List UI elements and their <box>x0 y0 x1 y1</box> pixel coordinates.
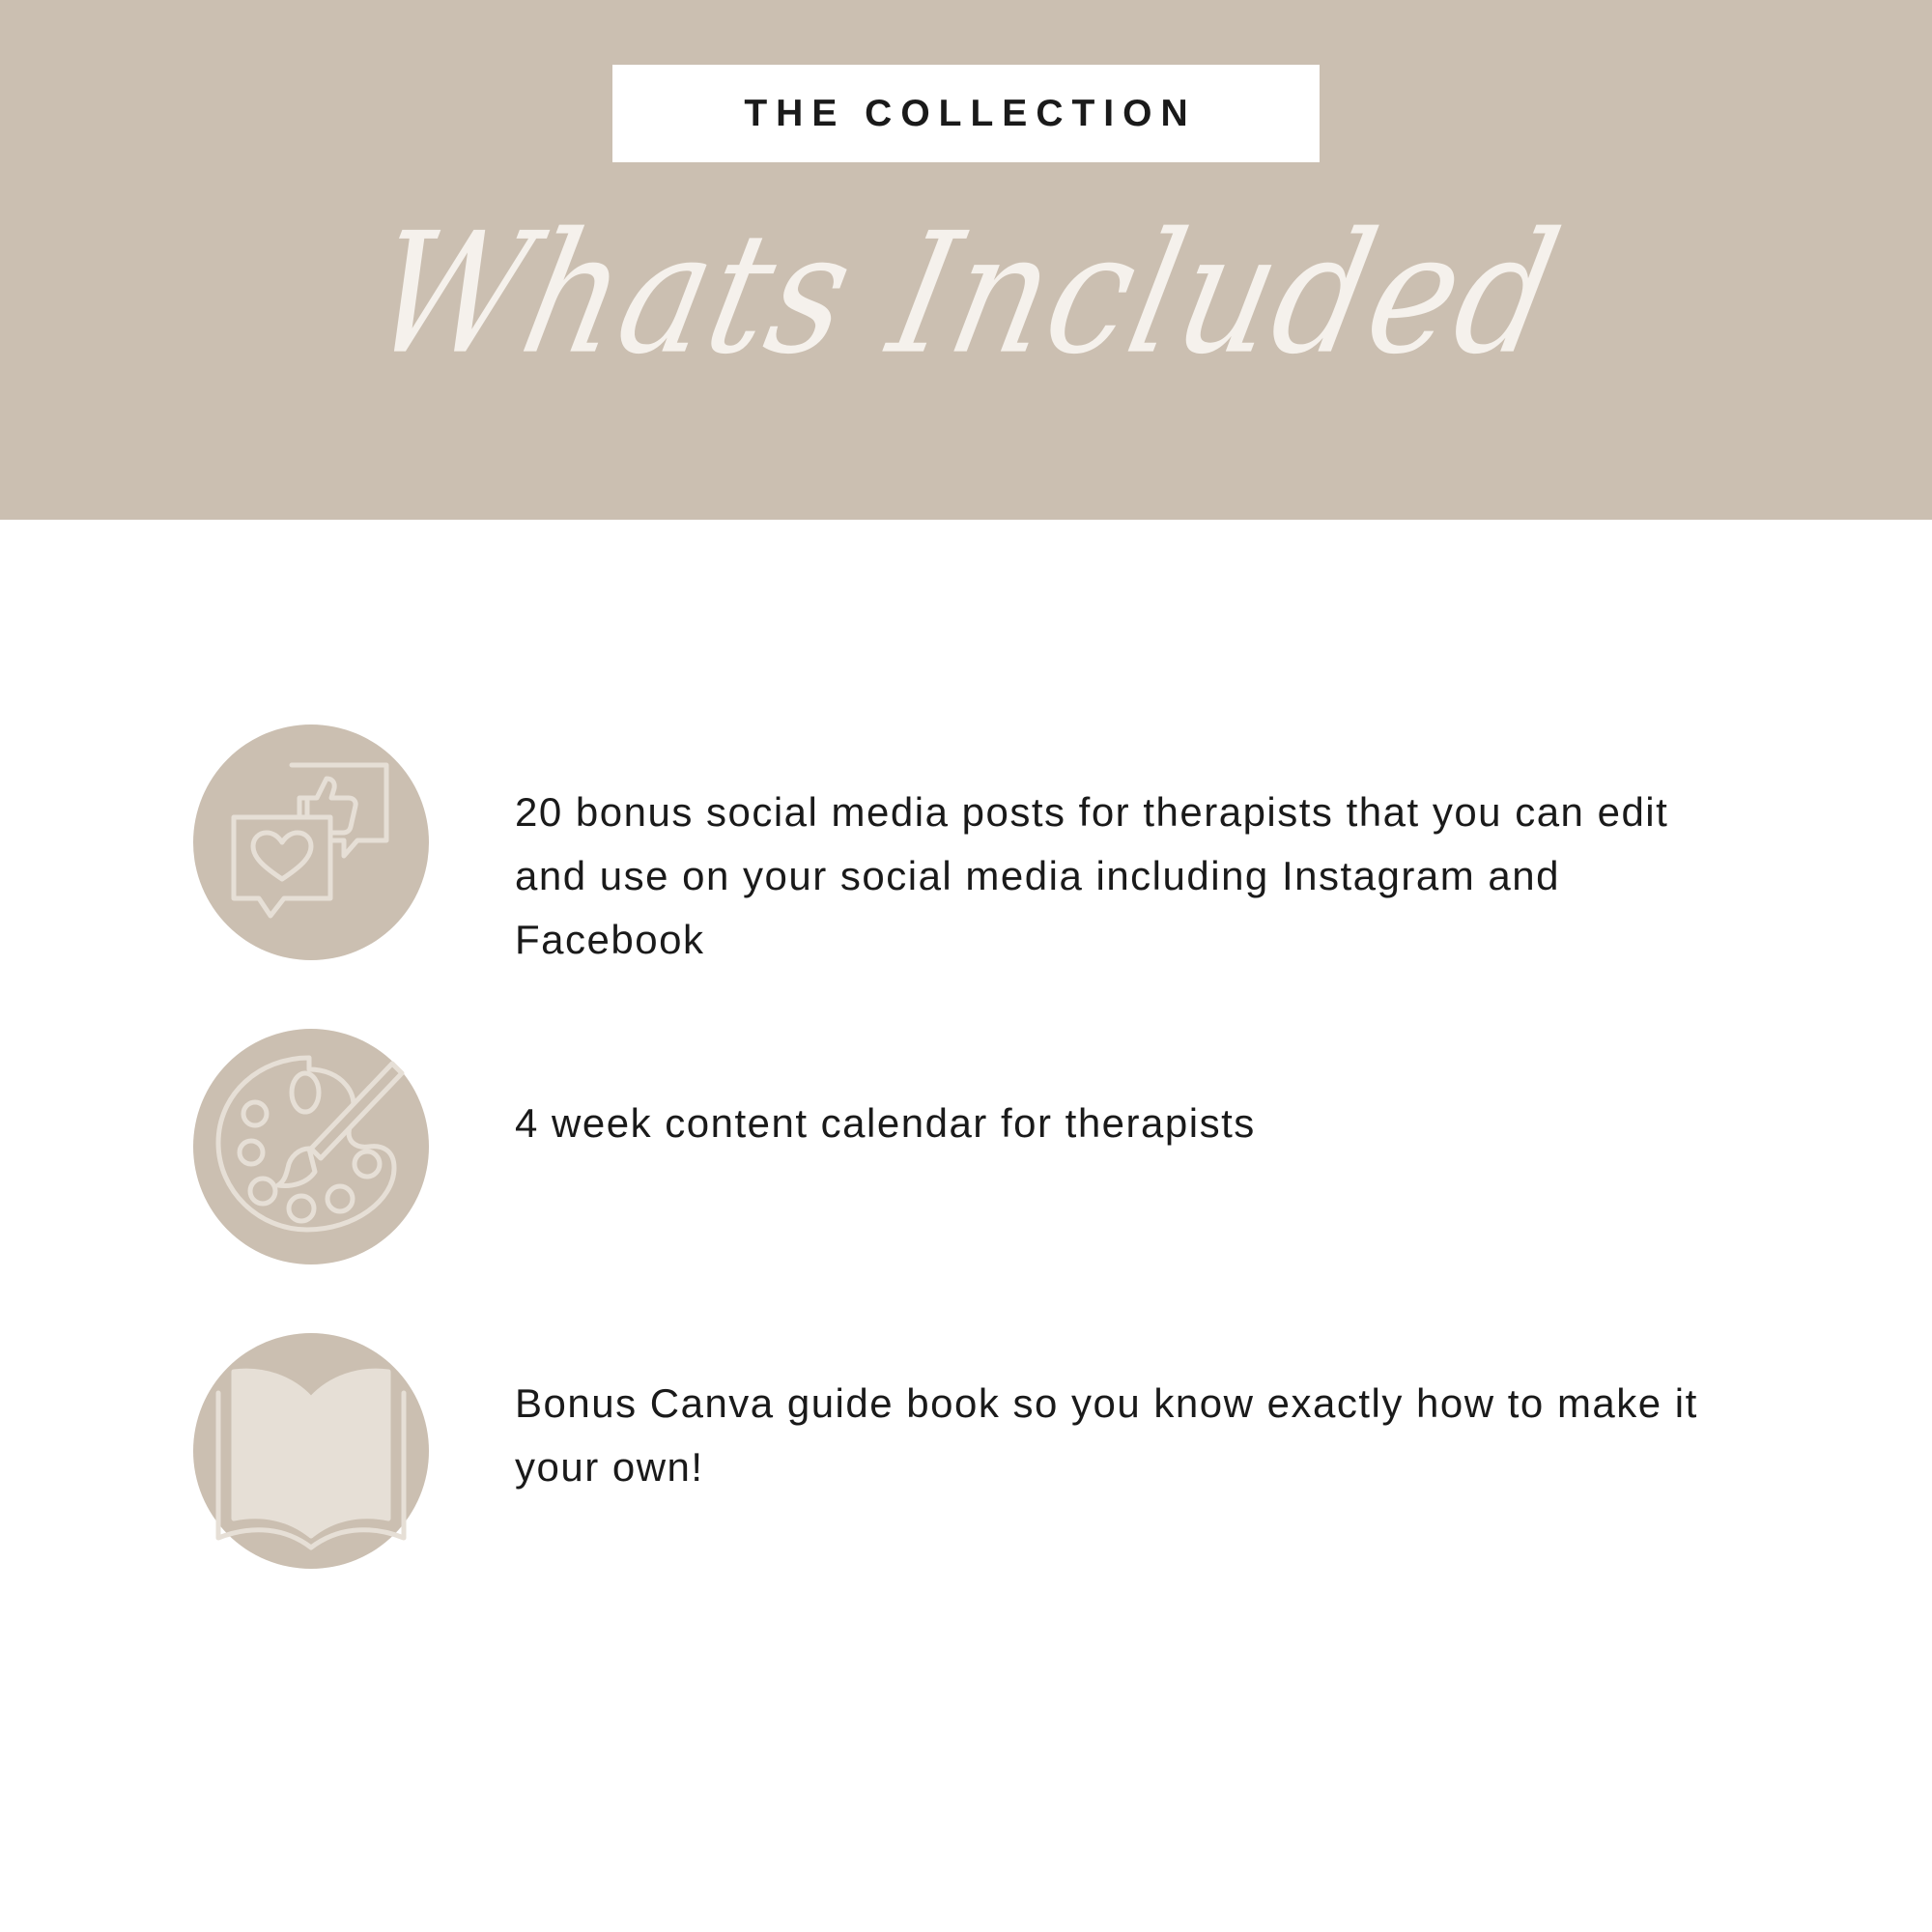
social-media-icon <box>193 724 429 960</box>
book-icon <box>193 1333 429 1569</box>
item-text: 20 bonus social media posts for therapists that you can edit and use on your social media including Instagram and Facebook <box>515 789 1669 962</box>
item-text: 4 week content calendar for therapists <box>515 1100 1256 1146</box>
palette-icon <box>193 1029 429 1264</box>
page-title: Whats Included <box>356 197 1576 392</box>
item-text: Bonus Canva guide book so you know exactly how to make it your own! <box>515 1380 1698 1490</box>
collection-label: THE COLLECTION <box>744 92 1197 134</box>
header-band <box>0 0 1932 520</box>
